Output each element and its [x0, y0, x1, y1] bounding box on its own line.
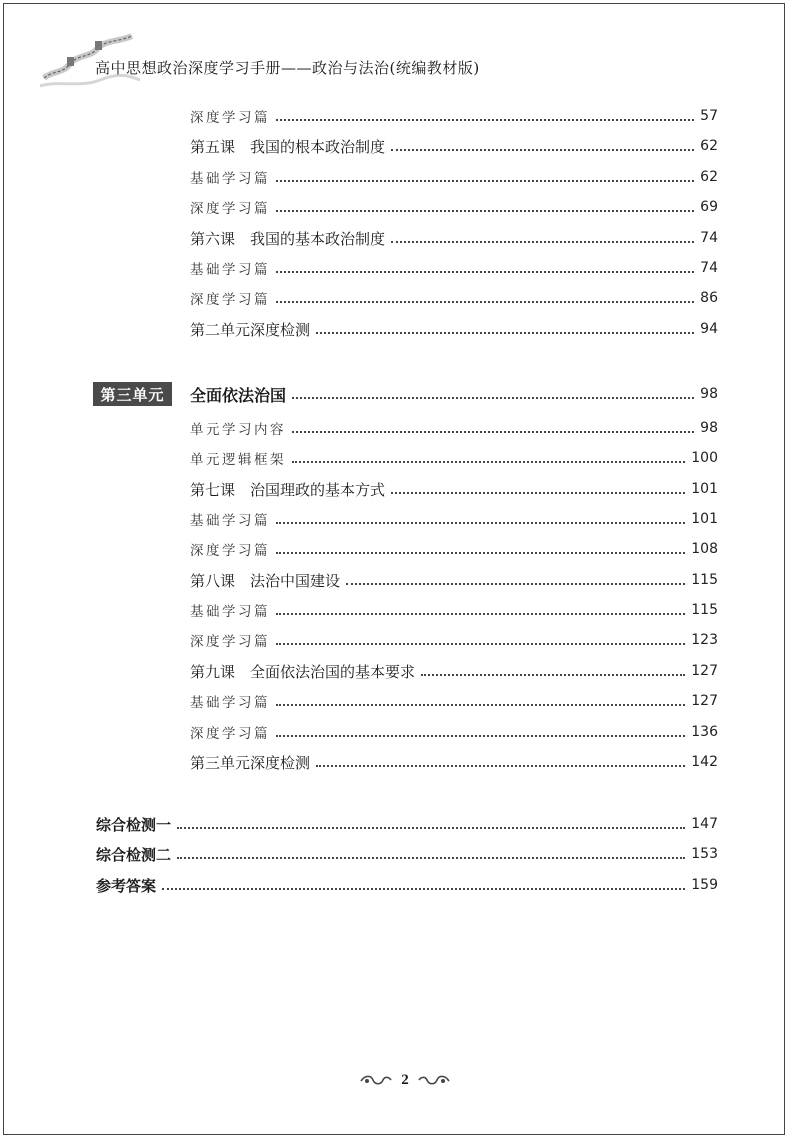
toc-entry[interactable] — [190, 537, 718, 561]
toc-entry[interactable] — [190, 750, 718, 774]
toc-entry-label: 单元逻辑框架 — [190, 452, 286, 468]
dot-leader — [276, 301, 694, 303]
toc-entry[interactable] — [190, 195, 718, 219]
toc-entry-label: 参考答案 — [96, 876, 157, 895]
toc-entry-label: 基础学习篇 — [190, 171, 270, 187]
toc-entry-page: 127 — [691, 693, 718, 709]
toc-entry-page: 69 — [700, 199, 718, 215]
toc-entry-page: 108 — [691, 541, 718, 557]
dot-leader — [276, 210, 694, 212]
toc-entry-page: 101 — [691, 481, 718, 497]
toc-entry-label: 第九课 全面依法治国的基本要求 — [190, 662, 416, 681]
toc-entry-page: 115 — [691, 572, 718, 588]
toc-entry-label: 基础学习篇 — [190, 604, 270, 620]
dot-leader — [177, 827, 685, 829]
dot-leader — [276, 735, 685, 737]
toc-entry-label: 第六课 我国的基本政治制度 — [190, 229, 386, 248]
toc-entry[interactable] — [96, 812, 718, 836]
dot-leader — [292, 431, 694, 433]
dot-leader — [391, 492, 685, 494]
toc-entry-page: 98 — [700, 386, 718, 402]
toc-entry-page: 57 — [700, 108, 718, 124]
dot-leader — [346, 583, 685, 585]
dot-leader — [162, 888, 685, 890]
toc-entry-page: 74 — [700, 260, 718, 276]
book-title: 高中思想政治深度学习手册——政治与法治(统编教材版) — [95, 59, 480, 77]
toc-entry-label: 深度学习篇 — [190, 543, 270, 559]
toc-entry-label: 深度学习篇 — [190, 726, 270, 742]
dot-leader — [177, 857, 685, 859]
page-number: 2 — [401, 1071, 409, 1088]
toc-entry-page: 147 — [691, 816, 718, 832]
toc-entry-page: 127 — [691, 663, 718, 679]
toc-entry-page: 94 — [700, 321, 718, 337]
unit-title: 全面依法治国 — [190, 385, 287, 405]
toc-entry-label: 综合检测一 — [96, 815, 172, 834]
toc-entry-label: 综合检测二 — [96, 845, 172, 864]
toc-entry-label: 深度学习篇 — [190, 110, 270, 126]
dot-leader — [391, 241, 694, 243]
dot-leader — [276, 552, 685, 554]
dot-leader — [276, 704, 685, 706]
toc-entry[interactable] — [190, 598, 718, 622]
toc-entry[interactable] — [190, 689, 718, 713]
running-header — [40, 30, 480, 100]
toc-entry[interactable] — [190, 134, 718, 158]
right-flourish-icon — [417, 1073, 451, 1087]
dot-leader — [276, 643, 685, 645]
toc-entry-page: 159 — [691, 877, 718, 893]
toc-entry-page: 100 — [691, 450, 718, 466]
toc-entry[interactable] — [96, 842, 718, 866]
toc-entry[interactable] — [190, 446, 718, 470]
toc-entry[interactable] — [190, 720, 718, 744]
dot-leader — [292, 397, 694, 399]
toc-entry[interactable] — [190, 286, 718, 310]
dot-leader — [276, 271, 694, 273]
dot-leader — [292, 461, 685, 463]
toc-entry-label: 第三单元深度检测 — [190, 753, 311, 772]
dot-leader — [391, 149, 694, 151]
toc-entry-page: 101 — [691, 511, 718, 527]
toc-entry-page: 98 — [700, 420, 718, 436]
toc-entry-label: 第二单元深度检测 — [190, 320, 311, 339]
toc-entry-label: 深度学习篇 — [190, 634, 270, 650]
toc-entry-label: 第八课 法治中国建设 — [190, 571, 341, 590]
toc-entry[interactable] — [190, 317, 718, 341]
page-footer — [355, 1068, 455, 1092]
toc-entry-page: 136 — [691, 724, 718, 740]
toc-entry-label: 基础学习篇 — [190, 262, 270, 278]
toc-entry-page: 142 — [691, 754, 718, 770]
toc-entry[interactable] — [190, 256, 718, 280]
toc-entry-page: 153 — [691, 846, 718, 862]
dot-leader — [316, 332, 694, 334]
toc-entry[interactable] — [190, 507, 718, 531]
toc-entry-label: 第七课 治国理政的基本方式 — [190, 480, 386, 499]
toc-entry-page: 74 — [700, 230, 718, 246]
toc-entry[interactable] — [190, 226, 718, 250]
toc-entry-page: 123 — [691, 632, 718, 648]
toc-entry-label: 深度学习篇 — [190, 201, 270, 217]
toc-entry-label: 基础学习篇 — [190, 695, 270, 711]
dot-leader — [276, 613, 685, 615]
dot-leader — [276, 522, 685, 524]
toc-entry[interactable] — [190, 416, 718, 440]
dot-leader — [276, 119, 694, 121]
toc-entry-label: 第五课 我国的根本政治制度 — [190, 137, 386, 156]
dot-leader — [316, 765, 685, 767]
toc-entry-label: 单元学习内容 — [190, 422, 286, 438]
unit-badge: 第三单元 — [93, 382, 172, 406]
toc-entry[interactable] — [190, 104, 718, 128]
toc-entry[interactable] — [190, 628, 718, 652]
toc-entry[interactable] — [190, 477, 718, 501]
toc-entry-page: 62 — [700, 138, 718, 154]
left-flourish-icon — [359, 1073, 393, 1087]
toc-entry-page: 115 — [691, 602, 718, 618]
toc-unit-heading[interactable] — [190, 382, 718, 406]
toc-entry-label: 基础学习篇 — [190, 513, 270, 529]
toc-entry[interactable] — [190, 165, 718, 189]
toc-entry-page: 62 — [700, 169, 718, 185]
toc-entry-page: 86 — [700, 290, 718, 306]
dot-leader — [421, 674, 685, 676]
toc-entry[interactable] — [96, 873, 718, 897]
toc-entry-label: 深度学习篇 — [190, 292, 270, 308]
toc-entry[interactable] — [190, 659, 718, 683]
toc-entry[interactable] — [190, 568, 718, 592]
dot-leader — [276, 180, 694, 182]
